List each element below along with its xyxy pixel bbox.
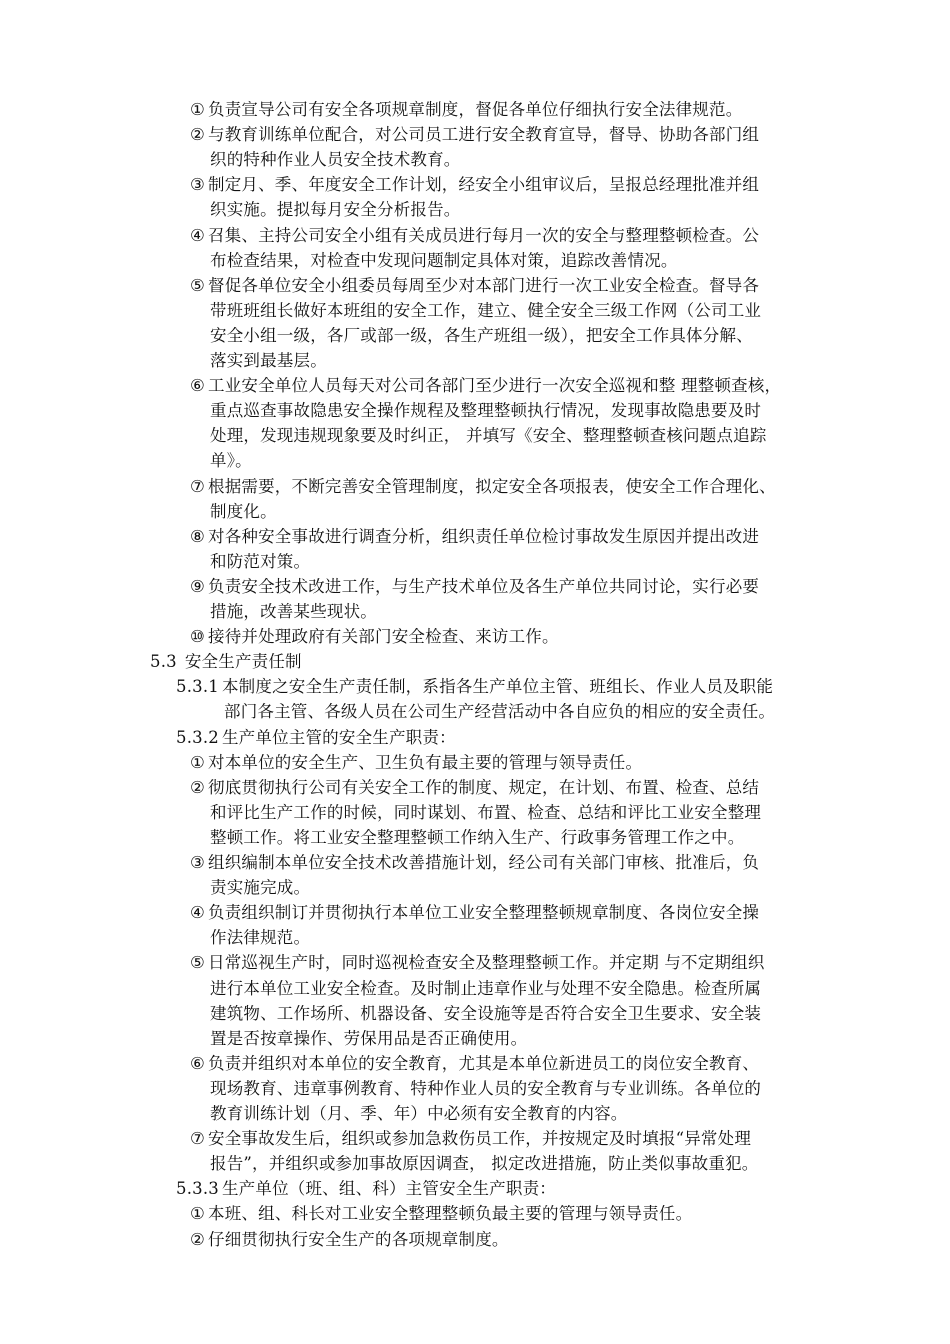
- list-item-text: 本班、组、科长对工业安全整理整顿负最主要的管理与领导责任。: [208, 1204, 693, 1224]
- list-marker: ⑦: [190, 1129, 205, 1149]
- list-item-text: 督促各单位安全小组委员每周至少对本部门进行一次工业安全检查。督导各: [208, 275, 760, 295]
- list-item-cont: 带班班组长做好本班组的安全工作，建立、健全安全三级工作网（公司工业: [210, 300, 762, 320]
- list-item-text: 负责安全技术改进工作，与生产技术单位及各生产单位共同讨论，实行必要: [208, 576, 760, 596]
- section-title: 安全生产责任制: [184, 652, 302, 672]
- list-item: [190, 1201, 692, 1226]
- list-item-text: 与教育训练单位配合，对公司员工进行安全教育宣导，督导、协助各部门组: [208, 125, 760, 145]
- list-marker: ②: [190, 777, 205, 797]
- list-marker: ④: [190, 903, 205, 923]
- list-item-cont: 布检查结果，对检查中发现问题制定具体对策，追踪改善情况。: [210, 250, 678, 270]
- list-item: [190, 750, 642, 775]
- list-marker: ⑤: [190, 953, 205, 973]
- clause-number: 5.3.3: [176, 1179, 219, 1199]
- list-marker: ③: [190, 853, 205, 872]
- list-marker: ①: [190, 752, 205, 772]
- list-item-cont: 和评比生产工作的时候，同时谋划、布置、检查、总结和评比工业安全整理: [210, 802, 762, 822]
- list-item: [190, 373, 781, 398]
- list-item-text: 根据需要，不断完善安全管理制度，拟定安全各项报表，使安全工作合理化、: [208, 476, 776, 496]
- section-heading: [150, 649, 302, 674]
- list-marker: ⑥: [190, 1053, 205, 1073]
- list-item-cont: 责实施完成。: [210, 878, 311, 898]
- list-item-cont: 现场教育、违章事例教育、特种作业人员的安全教育与专业训练。各单位的: [210, 1078, 762, 1098]
- list-marker: ②: [190, 1229, 205, 1249]
- list-item-text: 安全事故发生后，组织或参加急救伤员工作，并按规定及时填报“异常处理: [208, 1129, 752, 1149]
- clause-5-3-2: [176, 725, 456, 750]
- list-marker: ⑦: [190, 476, 205, 496]
- list-marker: ③: [190, 175, 205, 195]
- list-item-text: 召集、主持公司安全小组有关成员进行每月一次的安全与整理整顿检查。公: [208, 225, 760, 245]
- list-item: [190, 122, 759, 147]
- list-item: [190, 97, 742, 122]
- list-item-cont: 织实施。提拟每月安全分析报告。: [210, 200, 461, 220]
- list-item-text: 负责组织制订并贯彻执行本单位工业安全整理整顿规章制度、各岗位安全操: [208, 903, 760, 923]
- list-item-cont: 措施，改善某些现状。: [210, 602, 377, 621]
- list-item: [190, 474, 776, 499]
- list-item-cont: 整顿工作。将工业安全整理整顿工作纳入生产、行政事务管理工作之中。: [210, 827, 745, 847]
- list-item-cont: 报告”，并组织或参加事故原因调查， 拟定改进措施，防止类似事故重犯。: [210, 1154, 759, 1174]
- list-item: [190, 574, 759, 599]
- list-item-cont: 教育训练计划（月、季、年）中必须有安全教育的内容。: [210, 1104, 628, 1123]
- clause-text: 本制度之安全生产责任制，系指各生产单位主管、班组长、作业人员及职能: [221, 677, 774, 697]
- list-item-cont: 单》。: [210, 451, 252, 471]
- list-item-text: 制定月、季、年度安全工作计划，经安全小组审议后，呈报总经理批准并组: [208, 175, 760, 195]
- clause-5-3-3: [176, 1176, 556, 1201]
- list-marker: ⑧: [190, 526, 205, 546]
- list-item-cont: 重点巡查事故隐患安全操作规程及整理整顿执行情况，发现事故隐患要及时: [210, 401, 762, 421]
- list-item-text: 彻底贯彻执行公司有关安全工作的制度、规定，在计划、布置、检查、总结: [208, 777, 760, 797]
- list-item: [190, 624, 559, 649]
- list-item-text: 负责宣导公司有安全各项规章制度，督促各单位仔细执行安全法律规范。: [208, 100, 743, 119]
- list-item: [190, 775, 759, 800]
- list-item-text: 接待并处理政府有关部门安全检查、来访工作。: [208, 627, 559, 647]
- list-item-cont: 建筑物、工作场所、机器设备、安全设施等是否符合安全卫生要求、安全装: [210, 1003, 762, 1023]
- list-marker: ①: [190, 100, 205, 119]
- section-number: 5.3: [150, 652, 177, 672]
- list-marker: ⑩: [190, 627, 205, 647]
- list-item: [190, 273, 759, 298]
- list-item: [190, 950, 765, 975]
- list-item-cont: 安全小组一级，各厂或部一级，各生产班组一级），把安全工作具体分解、: [210, 325, 753, 345]
- list-item-text: 对本单位的安全生产、卫生负有最主要的管理与领导责任。: [208, 752, 643, 772]
- list-marker: ⑥: [190, 376, 205, 396]
- list-item: [190, 1051, 759, 1076]
- clause-number: 5.3.2: [176, 727, 219, 747]
- list-marker: ⑨: [190, 576, 205, 596]
- clause-title: 生产单位主管的安全生产职责：: [221, 727, 456, 747]
- list-item: [190, 850, 759, 875]
- list-marker: ⑤: [190, 275, 205, 295]
- clause-5-3-1: [176, 674, 773, 699]
- list-item-cont: 置是否按章操作、劳保用品是否正确使用。: [210, 1028, 528, 1048]
- clause-number: 5.3.1: [176, 677, 219, 697]
- list-item-text: 组织编制本单位安全技术改善措施计划，经公司有关部门审核、批准后，负: [208, 853, 760, 872]
- clause-5-3-1-cont: 部门各主管、各级人员在公司生产经营活动中各自应负的相应的安全责任。: [224, 702, 776, 722]
- list-item: [190, 1227, 509, 1252]
- list-item-cont: 落实到最基层。: [210, 351, 327, 370]
- clause-title: 生产单位（班、组、科）主管安全生产职责：: [221, 1179, 556, 1199]
- list-item-cont: 进行本单位工业安全检查。及时制止违章作业与处理不安全隐患。检查所属: [210, 978, 762, 998]
- list-item-text: 对各种安全事故进行调查分析，组织责任单位检讨事故发生原因并提出改进: [208, 526, 760, 546]
- list-item: [190, 900, 759, 925]
- list-marker: ②: [190, 125, 205, 145]
- list-item-text: 工业安全单位人员每天对公司各部门至少进行一次安全巡视和整 理整顿查核，: [208, 376, 782, 396]
- list-item-text: 仔细贯彻执行安全生产的各项规章制度。: [208, 1229, 509, 1249]
- list-marker: ①: [190, 1204, 205, 1224]
- list-item: [190, 172, 759, 197]
- list-item-text: 日常巡视生产时，同时巡视检查安全及整理整顿工作。并定期 与不定期组织: [208, 953, 765, 973]
- list-item-cont: 和防范对策。: [210, 551, 311, 571]
- list-item: [190, 1126, 751, 1151]
- list-item-cont: 织的特种作业人员安全技术教育。: [210, 150, 461, 170]
- list-item-cont: 制度化。: [210, 501, 277, 521]
- list-marker: ④: [190, 225, 205, 245]
- list-item: [190, 524, 759, 549]
- list-item: [190, 223, 759, 248]
- list-item-cont: 处理，发现违规现象要及时纠正， 并填写《安全、整理整顿查核问题点追踪: [210, 426, 767, 446]
- list-item-text: 负责并组织对本单位的安全教育，尤其是本单位新进员工的岗位安全教育、: [208, 1053, 760, 1073]
- list-item-cont: 作法律规范。: [210, 928, 311, 948]
